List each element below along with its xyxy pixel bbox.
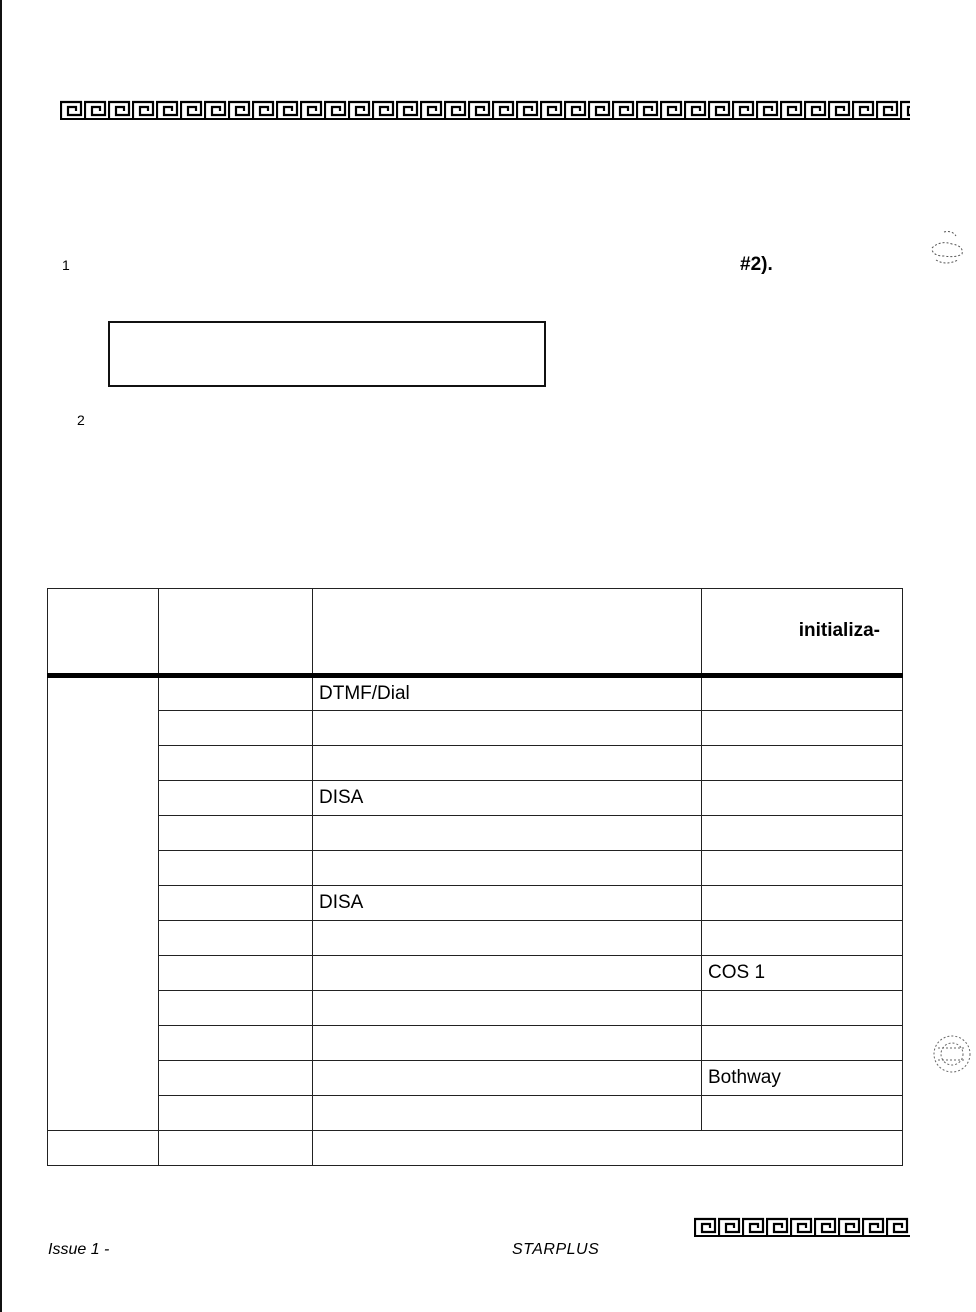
table-cell — [702, 1026, 903, 1061]
table-cell — [702, 816, 903, 851]
note-box — [108, 321, 546, 387]
table-cell — [159, 956, 313, 991]
table-cell — [48, 1131, 159, 1166]
table-cell — [159, 1131, 313, 1166]
table-row — [48, 816, 903, 851]
table-cell — [159, 781, 313, 816]
table-cell — [159, 1061, 313, 1096]
scan-artifact-right — [930, 1032, 974, 1078]
table-row — [48, 956, 903, 991]
table-row — [48, 886, 903, 921]
greek-key-border-top — [60, 100, 910, 120]
table-cell — [702, 1096, 903, 1131]
table-cell — [159, 1026, 313, 1061]
table-cell — [702, 781, 903, 816]
table-cell — [313, 956, 702, 991]
header-cell-3 — [313, 589, 702, 676]
table-row — [48, 746, 903, 781]
table-cell — [159, 886, 313, 921]
table-row — [48, 1061, 903, 1096]
programming-table — [47, 588, 903, 1166]
table-cell — [313, 1026, 702, 1061]
table-row — [48, 1131, 903, 1166]
table-cell — [159, 921, 313, 956]
table-cell — [159, 816, 313, 851]
table-cell — [159, 991, 313, 1026]
step-number-1: 1 — [62, 257, 70, 273]
table-cell: DISA — [313, 886, 702, 921]
table-cell — [702, 676, 903, 711]
left-margin-rule — [0, 0, 2, 1312]
table-cell: Bothway — [702, 1061, 903, 1096]
table-row — [48, 991, 903, 1026]
group-cell — [48, 676, 159, 1131]
footer-issue-label: Issue 1 - — [48, 1241, 110, 1258]
table-cell: COS 1 — [702, 956, 903, 991]
table-row — [48, 711, 903, 746]
table-cell — [702, 711, 903, 746]
step-number-2: 2 — [77, 412, 85, 428]
table-cell: DISA — [313, 781, 702, 816]
table-row — [48, 851, 903, 886]
table-header-row — [48, 589, 903, 676]
table-cell — [313, 991, 702, 1026]
table-row — [48, 1026, 903, 1061]
header-cell-1 — [48, 589, 159, 676]
table-cell — [702, 746, 903, 781]
table-cell — [159, 711, 313, 746]
table-cell — [313, 1131, 903, 1166]
table-cell — [159, 1096, 313, 1131]
table-cell — [313, 816, 702, 851]
table-cell — [313, 921, 702, 956]
table-cell — [702, 921, 903, 956]
table-cell — [702, 886, 903, 921]
scan-artifact-top-right — [922, 228, 972, 274]
table-row — [48, 676, 903, 711]
table-cell — [313, 711, 702, 746]
header-initialization: initializa- — [702, 589, 903, 676]
table-row — [48, 781, 903, 816]
footer-brand-label: STARPLUS — [512, 1241, 600, 1258]
table-cell — [313, 746, 702, 781]
table-cell — [159, 676, 313, 711]
table-cell — [159, 851, 313, 886]
greek-key-border-footer — [694, 1217, 910, 1237]
table-cell — [159, 746, 313, 781]
heading-fragment: #2). — [740, 254, 773, 275]
table-cell — [313, 1061, 702, 1096]
table-cell — [313, 1096, 702, 1131]
table-cell — [313, 851, 702, 886]
table-cell — [702, 991, 903, 1026]
table-row — [48, 1096, 903, 1131]
table-row — [48, 921, 903, 956]
header-cell-2 — [159, 589, 313, 676]
table-cell: DTMF/Dial — [313, 676, 702, 711]
table-cell — [702, 851, 903, 886]
